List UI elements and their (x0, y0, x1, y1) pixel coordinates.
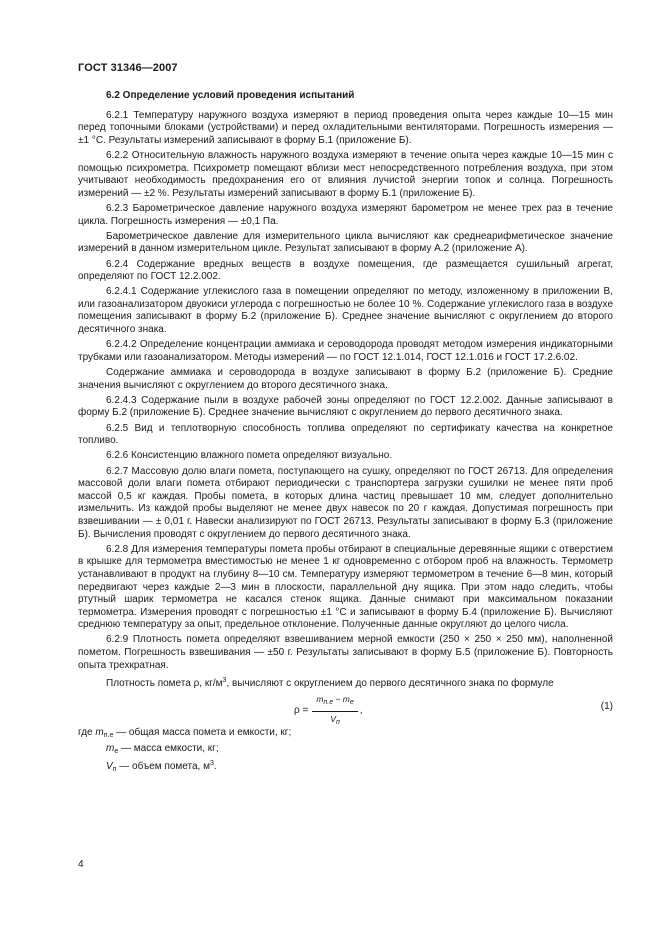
variable-definitions (78, 727, 613, 777)
formula-intro-sup: 3 (222, 676, 227, 684)
def-symbol: V (106, 761, 113, 773)
paragraph: 6.2.4.1 Содержание углекислого газа в помещении определяют по методу, изложенному в приложении В, или газоанализатором двуокиси углерода с погрешностью не более 10 %. Содержание углекислого газа в воздухе помещения записывают в форму Б.2 (приложение Б). Среднее значение вычисляют с округлением до второго десятичного знака. (78, 286, 613, 336)
num-minus: − (333, 694, 343, 705)
paragraph: 6.2.4 Содержание вредных веществ в воздухе помещения, где размещается сушильный агрегат, определяют по ГОСТ 12.2.002. (78, 258, 613, 283)
paragraph: 6.2.4.3 Содержание пыли в воздухе рабочей зоны определяют по ГОСТ 12.2.002. Данные записывают в форму Б.2 (приложение Б). Среднее значение вычисляют с округлением до первого десятичного знака. (78, 394, 613, 419)
document-body (78, 90, 613, 777)
definition-line (78, 727, 613, 743)
paragraph: 6.2.1 Температуру наружного воздуха измеряют в период проведения опыта через каждые 10—15 мин перед топочными блоками (устройствами) и перед охладительными вентиляторами. Погрешность измерения — ±1 °С. Результаты измерений записывают в форму Б.1 (приложение Б). (78, 109, 613, 146)
formula-lhs: ρ = (294, 704, 309, 716)
num-symbol: m (316, 694, 324, 705)
den-symbol: V (330, 713, 336, 724)
paragraph: 6.2.6 Консистенцию влажного помета определяют визуально. (106, 450, 393, 462)
section-title: 6.2 Определение условий проведения испытаний (106, 90, 355, 101)
document-header: ГОСТ 31346—2007 (78, 62, 178, 74)
formula-trail: , (359, 704, 363, 716)
page-number: 4 (78, 859, 84, 870)
def-superscript: 3 (210, 760, 214, 768)
definition-line (78, 758, 613, 777)
den-subscript: п (335, 718, 340, 726)
paragraph: 6.2.8 Для измерения температуры помета пробы отбирают в специальные деревянные ящики с отверстием в крышке для термометра вместимостью не менее 1 кг одновременно с отбором проб на влажность. Термометр устанавливают в продукт на глубину 8—10 см. Температуру измеряют термометром в течение 6—8 мин, который передвигают через каждые 2—3 мин в плоскости, параллельной дну ящика. При этом надо следить, чтобы ртутный шарик термометра не касался стенок ящика. Данные снимают при максимальном показании термометра. Измерения проводят с погрешностью ±1 °С и записывают в форму Б.4 (приложение Б). Вычисляют среднюю температуру за опыт, предельное отклонение. Полученные данные округляют до целого числа. (78, 543, 613, 631)
paragraph: 6.2.5 Вид и теплотворную способность топлива определяют по сертификату качества на конкретное топливо. (78, 422, 613, 447)
def-subscript: п (112, 766, 117, 774)
formula-fraction (312, 693, 357, 729)
def-text: — объем помета, м (116, 761, 210, 773)
paragraph: 6.2.9 Плотность помета определяют взвешиванием мерной емкости (250 × 250 × 250 мм), наполненной пометом. Погрешность взвешивания — ±50 г. Результаты записывают в форму Б.5 (приложение Б). Повторность опыта трехкратная. (78, 634, 613, 671)
formula-intro (78, 675, 613, 691)
def-subscript: е (114, 747, 119, 755)
formula-intro-tail: , вычисляют с округлением до первого десятичного знака по формуле (226, 677, 554, 689)
paragraph: Содержание аммиака и сероводорода в воздухе записывают в форму Б.2 (приложение Б). Средние значения вычисляют с округлением до второго десятичного знака. (78, 367, 613, 391)
formula-numerator (312, 693, 357, 712)
def-symbol: m (106, 742, 115, 754)
where-prefix: где (78, 727, 96, 739)
paragraph: 6.2.7 Массовую долю влаги помета, поступающего на сушку, определяют по ГОСТ 26713. Для определения массовой доли влаги помета отбирают периодически с транспортера загрузки сушилки не менее пяти проб массой 0,5 кг каждая. Пробы помета, в которых длина частиц превышает 10 мм, следует дополнительно измельчить. Из каждой пробы выделяют не менее двух навесок по 20 г каждая. Допустимая погрешность при взвешивании — ± 0,01 г. Навески анализируют по ГОСТ 26713. Результаты записывают в форму Б.3 (приложение Б). Вычисления проводят с округлением до первого десятичного знака. (78, 465, 613, 540)
num-subscript: п.е (323, 699, 334, 707)
def-text: — общая масса помета и емкости, кг; (113, 727, 292, 739)
def-symbol: m (95, 727, 104, 739)
formula-row (78, 693, 613, 726)
def-subscript: п.е (103, 732, 114, 740)
density-formula (294, 693, 363, 729)
formula-denominator (330, 712, 340, 730)
paragraph: 6.2.4.2 Определение концентрации аммиака и сероводорода проводят методом измерения индикаторными трубками или газоанализатором. Методы измерений — по ГОСТ 12.1.014, ГОСТ 12.1.016 и ГОСТ 17.2.6.02. (78, 339, 613, 363)
paragraph: 6.2.2 Относительную влажность наружного воздуха измеряют в течение опыта через каждые 10—15 мин с помощью психрометра. Психрометр помещают вблизи мест непосредственного потребления воздуха, при этом учитывают необходимость предохранения его от влияния лучистой энергии топок и солнца. Погрешность измерений — ±2 %. Результаты измерений записывают в форму Б.1 (приложение Б). (78, 149, 613, 199)
paragraph: Барометрическое давление для измерительного цикла вычисляют как среднеарифметическое значение измерений в данном измерительном цикле. Результат записывают в форму А.2 (приложение А). (78, 230, 613, 255)
paragraph: 6.2.3 Барометрическое давление наружного воздуха измеряют барометром не менее трех раз в течение цикла. Погрешность измерения — ±0,1 Па. (78, 202, 613, 227)
def-text: — масса емкости, кг; (118, 742, 219, 754)
num-symbol-2: m (342, 694, 350, 705)
formula-intro-text: Плотность помета ρ, кг/м (106, 677, 223, 689)
num-subscript-2: е (349, 699, 354, 707)
def-end: . (213, 761, 217, 773)
definition-line (78, 743, 613, 759)
equation-number: (1) (600, 701, 613, 713)
